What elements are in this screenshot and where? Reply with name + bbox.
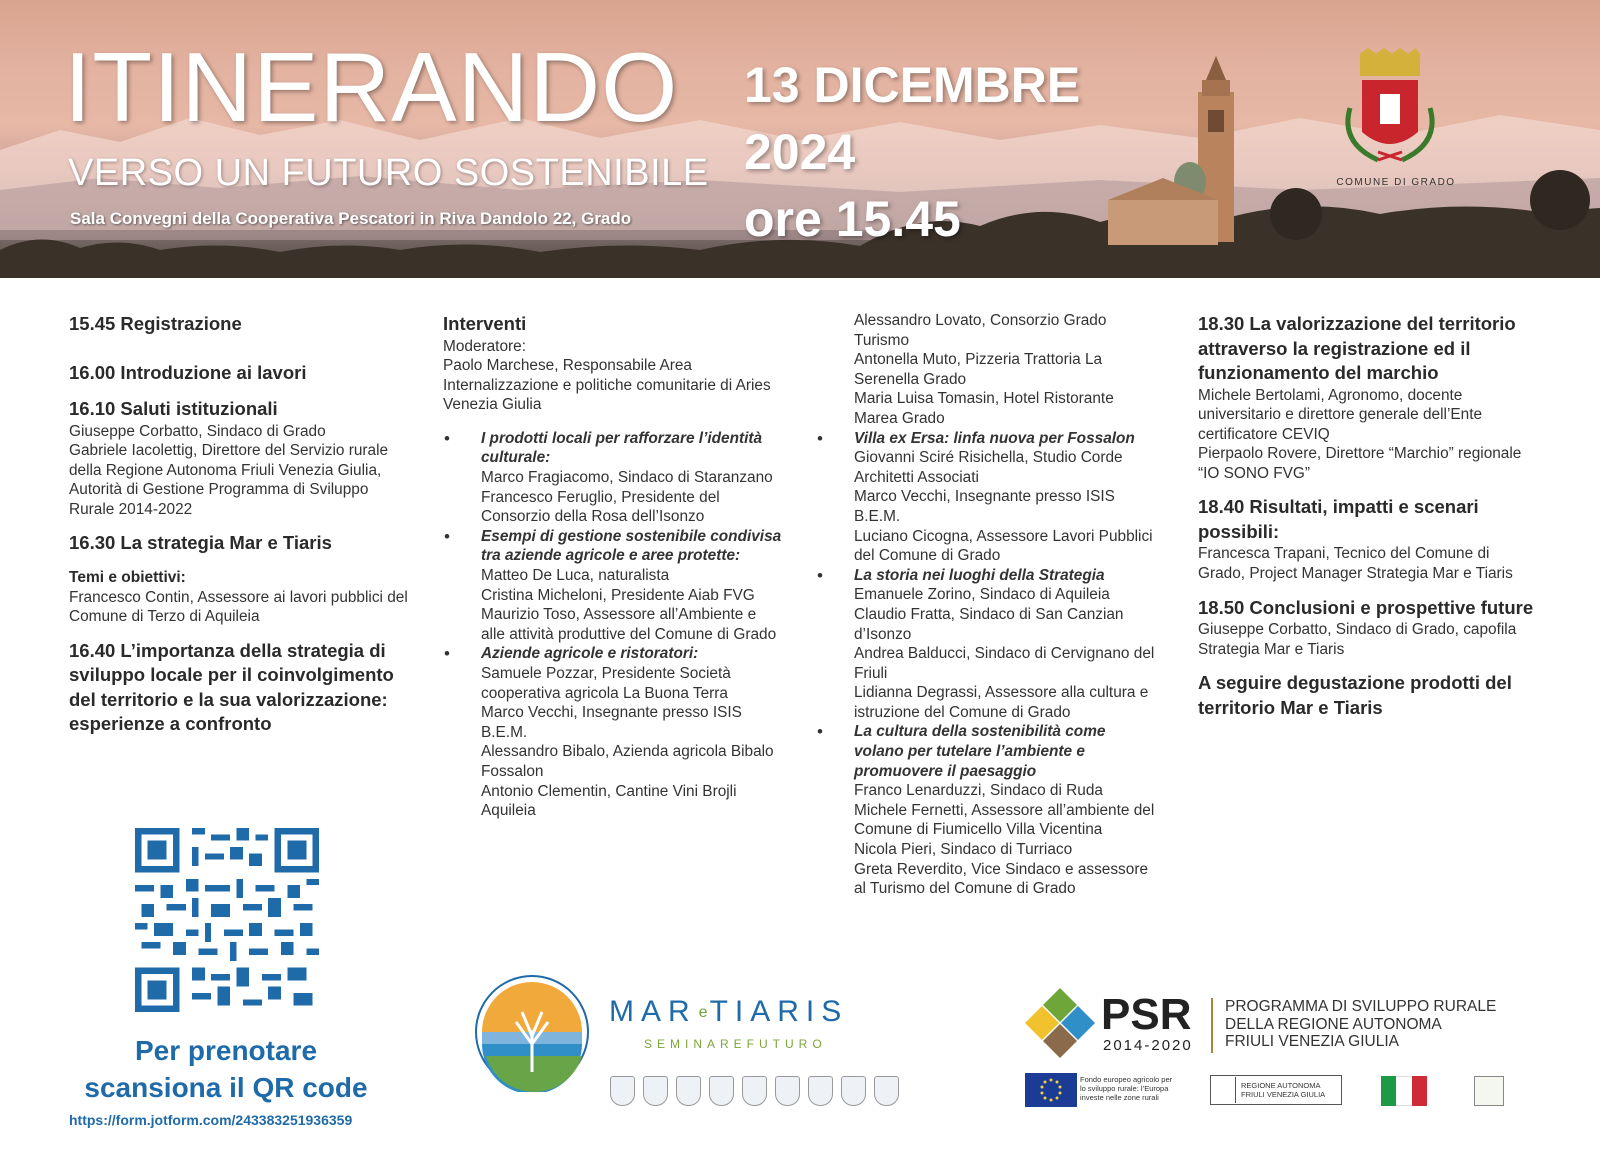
agenda-introduction: 16.00 Introduzione ai lavori <box>69 361 307 383</box>
event-venue: Sala Convegni della Cooperativa Pescatori in Riva Dandolo 22, Grado <box>70 209 632 228</box>
interventions-list <box>443 429 783 821</box>
interventions-list <box>816 429 1159 899</box>
agenda-trademark-title: 18.30 La valorizzazione del territorio attraverso la registrazione ed il funzionamento del marchio <box>1198 313 1516 383</box>
event-date <box>744 52 1080 253</box>
speaker: Lidianna Degrassi, Assessore alla cultura e istruzione del Comune di Grado <box>854 684 1149 721</box>
wordmark-mar: MAR <box>609 995 697 1028</box>
list-item <box>816 566 1159 723</box>
header-banner <box>0 0 1600 278</box>
booking-link[interactable]: https://form.jotform.com/243383251936359 <box>69 1112 353 1128</box>
interventions-title: Interventi <box>443 313 527 334</box>
speaker: Samuele Pozzar, Presidente Società cooperativa agricola La Buona Terra <box>481 665 731 702</box>
psr-diamond-logo-icon <box>1025 988 1095 1058</box>
booking-line-1: Per prenotare <box>134 1035 318 1066</box>
agenda-strategy-title: 16.30 La strategia Mar e Tiaris <box>69 532 332 554</box>
speaker: Francesca Trapani, Tecnico del Comune di Grado, Project Manager Strategia Mar e Tiaris <box>1198 545 1513 583</box>
speaker: Maurizio Toso, Assessore all’Ambiente e alle attività produttive del Comune di Grado <box>481 606 777 643</box>
list-item <box>443 644 783 820</box>
speaker: Matteo De Luca, naturalista <box>481 567 670 585</box>
agenda-results-title: 18.40 Risultati, impatti e scenari possibili: <box>1198 496 1479 542</box>
crest-icon <box>742 1076 767 1106</box>
program-column-1 <box>69 312 414 737</box>
psr-divider <box>1211 998 1213 1053</box>
date-time: ore 15.45 <box>744 191 961 247</box>
psr-desc-line: DELLA REGIONE AUTONOMA <box>1225 1015 1442 1033</box>
program-column-3 <box>854 311 1159 899</box>
speaker: Nicola Pieri, Sindaco di Turriaco <box>854 841 1073 859</box>
mar-e-tiaris-tagline: SEMINAREFUTURO <box>644 1037 827 1051</box>
coat-of-arms-label: COMUNE DI GRADO <box>1336 177 1456 188</box>
grado-coat-of-arms-icon <box>1330 48 1450 198</box>
regione-fvg-logo <box>1210 1075 1342 1105</box>
list-item <box>816 429 1159 566</box>
agenda-importance-title: 16.40 L’importanza della strategia di sviluppo locale per il coinvolgimento del territorio e la sua valorizzazione: <box>69 639 394 710</box>
topic-title: • Villa ex Ersa: linfa nuova per Fossalon <box>854 429 1135 447</box>
list-item <box>816 722 1159 898</box>
speaker: Alessandro Lovato, Consorzio Grado Turismo <box>854 312 1107 349</box>
booking-line-2: scansiona il QR code <box>84 1072 368 1103</box>
speaker: Luciano Cicogna, Assessore Lavori Pubblici del Comune di Grado <box>854 527 1153 565</box>
wordmark-tiaris: TIARIS <box>709 995 849 1028</box>
program-column-2 <box>443 312 783 821</box>
list-item <box>443 429 783 527</box>
agenda-greetings-speaker: Giuseppe Corbatto, Sindaco di Grado <box>69 422 326 440</box>
speaker: Francesco Feruglio, Presidente del Consorzio della Rosa dell’Isonzo <box>481 488 720 526</box>
crest-icon <box>808 1076 833 1106</box>
speaker-group <box>854 311 1159 429</box>
speaker: Emanuele Zorino, Sindaco di Aquileia <box>854 586 1110 604</box>
wordmark-e: e <box>698 1004 708 1022</box>
event-title: ITINERANDO <box>64 32 679 142</box>
mar-e-tiaris-wordmark <box>609 995 848 1029</box>
speaker: Marco Fragiacomo, Sindaco di Staranzano <box>481 469 773 487</box>
date-year: 2024 <box>744 124 856 180</box>
speaker: Marco Vecchi, Insegnante presso ISIS B.E.M. <box>481 704 742 741</box>
agenda-tasting-title: A seguire degustazione prodotti del territorio Mar e Tiaris <box>1198 672 1512 718</box>
leader-logo-icon <box>1474 1076 1504 1106</box>
qr-code-icon[interactable] <box>135 828 319 1012</box>
eafrd-caption: Fondo europeo agricolo per lo sviluppo rurale: l’Europa investe nelle zone rurali <box>1080 1075 1173 1102</box>
list-item <box>443 527 783 645</box>
speaker: Michele Fernetti, Assessore all’ambiente del Comune di Fiumicello Villa Vicentina <box>854 801 1155 839</box>
agenda-conclusions-title: 18.50 Conclusioni e prospettive future <box>1198 596 1534 618</box>
topic-title: • Esempi di gestione sostenibile condivisa tra aziende agricole e aree protette: <box>481 527 782 565</box>
agenda-themes-speaker: Francesco Contin, Assessore ai lavori pubblici del Comune di Terzo di Aquileia <box>69 588 408 626</box>
crest-icon <box>775 1076 800 1106</box>
topic-title: • La storia nei luoghi della Strategia <box>854 566 1105 584</box>
crest-icon <box>841 1076 866 1106</box>
agenda-registration: 15.45 Registrazione <box>69 313 242 334</box>
italian-flag-icon <box>1381 1076 1427 1106</box>
event-subtitle: VERSO UN FUTURO SOSTENIBILE <box>68 152 709 194</box>
speaker: Maria Luisa Tomasin, Hotel Ristorante Marea Grado <box>854 390 1114 427</box>
psr-desc-line: FRIULI VENEZIA GIULIA <box>1225 1033 1399 1050</box>
psr-description <box>1225 998 1496 1051</box>
crest-icon <box>874 1076 899 1106</box>
topic-title: • I prodotti locali per rafforzare l’identità culturale: <box>481 429 763 467</box>
speaker: Antonio Clementin, Cantine Vini Brojli Aquileia <box>481 782 737 820</box>
mar-e-tiaris-logo-icon <box>472 972 592 1092</box>
agenda-greetings-title: 16.10 Saluti istituzionali <box>69 398 278 419</box>
program-column-4 <box>1198 312 1538 720</box>
regione-line: REGIONE AUTONOMA <box>1241 1081 1321 1090</box>
speaker: Claudio Fratta, Sindaco di San Canzian d’Isonzo <box>854 605 1124 643</box>
speaker: Cristina Micheloni, Presidente Aiab FVG <box>481 586 755 604</box>
speaker: Michele Bertolami, Agronomo, docente universitario e direttore generale dell’Ente certificatore CEVIQ <box>1198 386 1483 443</box>
psr-desc-line: PROGRAMMA DI SVILUPPO RURALE <box>1225 998 1497 1015</box>
topic-title: • Aziende agricole e ristoratori: <box>481 645 699 663</box>
date-day-month: 13 DICEMBRE <box>744 57 1081 113</box>
speaker: Antonella Muto, Pizzeria Trattoria La Serenella Grado <box>854 351 1103 388</box>
speaker: Giuseppe Corbatto, Sindaco di Grado, capofila Strategia Mar e Tiaris <box>1198 621 1517 658</box>
agenda-themes-label: Temi e obiettivi: <box>69 568 186 586</box>
speaker: Marco Vecchi, Insegnante presso ISIS B.E.M. <box>854 488 1115 525</box>
regione-line: FRIULI VENEZIA GIULIA <box>1241 1090 1326 1099</box>
agenda-importance-subtitle: esperienze a confronto <box>69 713 272 735</box>
agenda-greetings-speaker: Gabriele Iacolettig, Direttore del Servizio rurale della Regione Autonoma Friuli Venezia Giulia, Autorità di Gestione Programma di Sviluppo Rurale 2014-2022 <box>69 442 389 518</box>
speaker: Andrea Balducci, Sindaco di Cervignano del Friuli <box>854 645 1155 682</box>
topic-title: • La cultura della sostenibilità come volano per tutelare l’ambiente e promuovere il paesaggio <box>854 723 1106 780</box>
crest-icon <box>676 1076 701 1106</box>
moderator-label: Moderatore: <box>443 337 526 355</box>
booking-instructions <box>66 1032 386 1106</box>
speaker: Pierpaolo Rovere, Direttore “Marchio” regionale “IO SONO FVG” <box>1198 445 1522 482</box>
moderator-name: Paolo Marchese, Responsabile Area Internalizzazione e politiche comunitarie di Aries Venezia Giulia <box>443 357 771 414</box>
speaker: Franco Lenarduzzi, Sindaco di Ruda <box>854 782 1103 800</box>
municipality-crests <box>610 1076 899 1106</box>
speaker: Greta Reverdito, Vice Sindaco e assessore al Turismo del Comune di Grado <box>854 860 1149 898</box>
speaker: Alessandro Bibalo, Azienda agricola Bibalo Fossalon <box>481 743 774 780</box>
crest-icon <box>709 1076 734 1106</box>
regione-fvg-text <box>1241 1081 1325 1099</box>
eagle-icon <box>1214 1077 1236 1103</box>
psr-years: 2014-2020 <box>1103 1037 1193 1054</box>
crest-icon <box>610 1076 635 1106</box>
eu-flag-icon <box>1025 1073 1077 1107</box>
psr-name: PSR <box>1101 990 1192 1039</box>
crest-icon <box>643 1076 668 1106</box>
speaker: Giovanni Sciré Risichella, Studio Corde Architetti Associati <box>854 449 1123 486</box>
